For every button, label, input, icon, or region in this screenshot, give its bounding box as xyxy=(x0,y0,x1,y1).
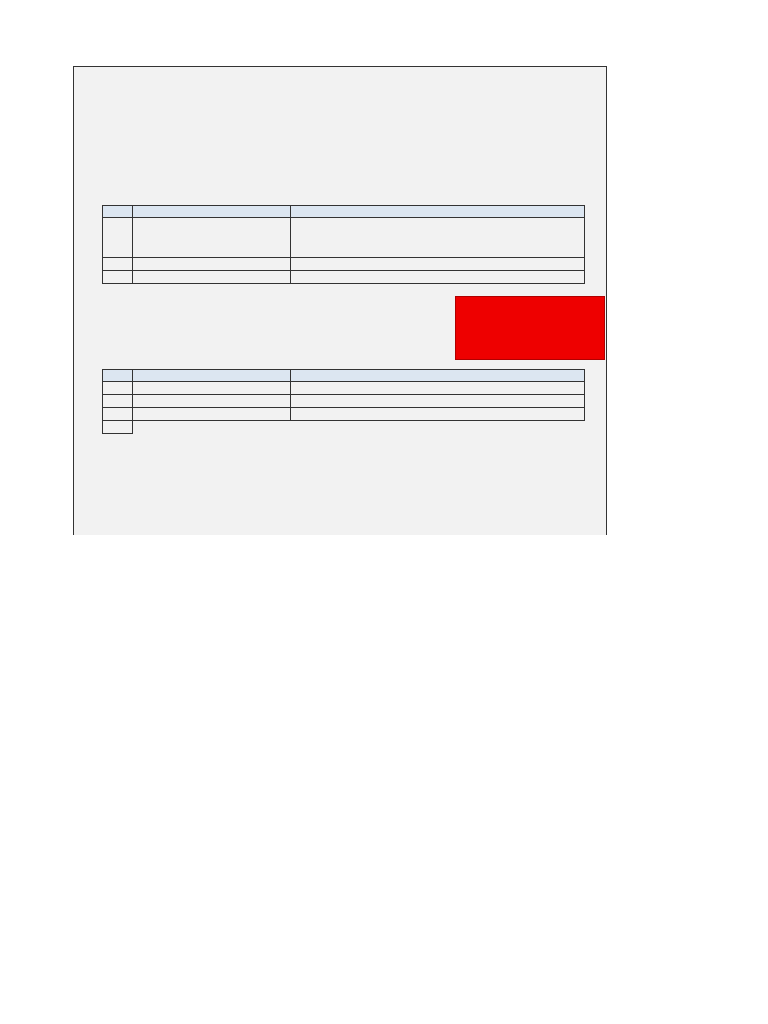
table-row xyxy=(103,395,585,408)
table-cell-stakeholder xyxy=(133,382,291,395)
table-cell-no xyxy=(103,218,133,258)
table-row-empty xyxy=(103,271,585,284)
table-cell-hubungan xyxy=(291,382,585,395)
illustration-note xyxy=(455,296,605,360)
table-cell-no xyxy=(103,382,133,395)
sasaran-table xyxy=(102,205,585,284)
table-row xyxy=(103,382,585,395)
table-row xyxy=(103,421,585,434)
column-header xyxy=(291,206,585,218)
table-cell-hubungan xyxy=(291,408,585,421)
table-cell-no xyxy=(103,408,133,421)
pemangku-table xyxy=(102,369,585,434)
column-header xyxy=(103,206,133,218)
table-row xyxy=(103,218,585,258)
table-cell-no xyxy=(103,395,133,408)
table-cell-kegiatan xyxy=(133,218,291,258)
table-cell-stakeholder xyxy=(133,408,291,421)
column-header xyxy=(133,206,291,218)
table-header-row xyxy=(103,206,585,218)
column-header xyxy=(291,370,585,382)
table-row xyxy=(103,408,585,421)
column-header xyxy=(103,370,133,382)
table-cell-hubungan xyxy=(291,395,585,408)
table-row-empty xyxy=(103,258,585,271)
table-cell-stakeholder xyxy=(133,395,291,408)
column-header xyxy=(133,370,291,382)
table-cell-no xyxy=(103,421,133,434)
form-sheet xyxy=(73,66,607,535)
table-cell-uraian xyxy=(291,218,585,258)
table-header-row xyxy=(103,370,585,382)
